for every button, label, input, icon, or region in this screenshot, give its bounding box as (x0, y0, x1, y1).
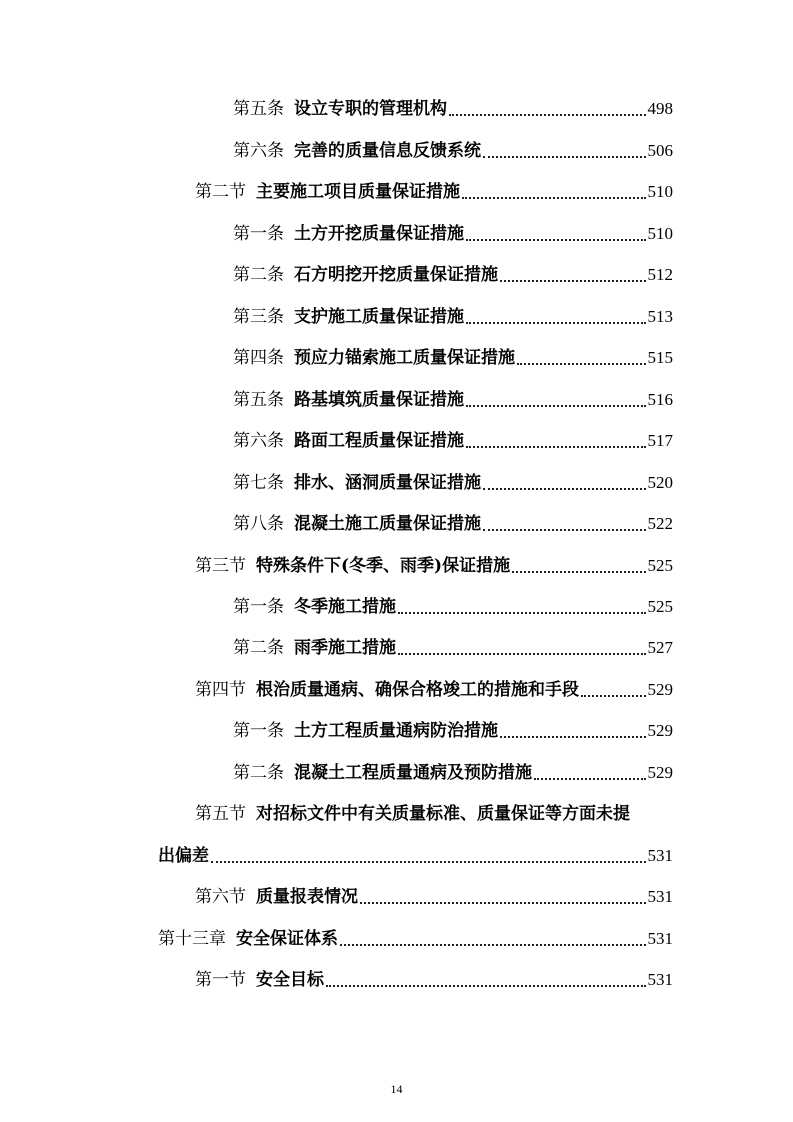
dot-leader (360, 900, 646, 904)
toc-entry-number: 第二条 (233, 763, 284, 782)
toc-entry-page: 498 (647, 99, 673, 118)
toc-entry-wrapped-line1[interactable] (195, 802, 673, 826)
toc-entry-page: 529 (647, 721, 673, 740)
toc-entry[interactable] (233, 139, 673, 163)
toc-entry[interactable] (233, 471, 673, 495)
toc-entry-title: 支护施工质量保证措施 (294, 307, 464, 327)
toc-entry-page: 520 (647, 473, 673, 492)
toc-entry-title: 根治质量通病、确保合格竣工的措施和手段 (256, 680, 579, 700)
toc-entry[interactable] (195, 968, 673, 992)
toc-entry-title: 混凝土施工质量保证措施 (294, 514, 481, 534)
toc-entry-number: 第六条 (233, 431, 284, 450)
toc-entry-title: 安全目标 (256, 970, 324, 990)
toc-entry[interactable] (233, 636, 673, 660)
toc-entry-number: 第一条 (233, 721, 284, 740)
dot-leader (340, 942, 646, 946)
toc-entry[interactable] (233, 512, 673, 536)
dot-leader (500, 278, 646, 282)
dot-leader (466, 237, 646, 241)
toc-entry-number: 第四条 (233, 348, 284, 367)
toc-entry[interactable] (195, 885, 673, 909)
dot-leader (483, 486, 646, 490)
dot-leader (534, 776, 646, 780)
dot-leader (326, 983, 646, 987)
toc-entry-title: 路基填筑质量保证措施 (294, 390, 464, 410)
toc-entry[interactable] (233, 305, 673, 329)
toc-entry-number: 第一条 (233, 224, 284, 243)
dot-leader (517, 361, 646, 365)
toc-entry-number: 第六节 (195, 887, 246, 906)
dot-leader (581, 693, 646, 697)
toc-entry[interactable] (233, 429, 673, 453)
toc-entry-title: 完善的质量信息反馈系统 (294, 141, 481, 161)
toc-entry-title: 混凝土工程质量通病及预防措施 (294, 763, 532, 783)
toc-entry-page: 529 (647, 763, 673, 782)
toc-entry-title: 设立专职的管理机构 (294, 99, 447, 119)
toc-entry-title: 安全保证体系 (236, 929, 338, 949)
toc-entry-number: 第六条 (233, 141, 284, 160)
dot-leader (512, 569, 645, 573)
toc-entry-number: 第一条 (233, 597, 284, 616)
toc-entry-number: 第七条 (233, 473, 284, 492)
page-number: 14 (390, 1082, 403, 1096)
toc-entry-title: 预应力锚索施工质量保证措施 (294, 348, 515, 368)
toc-entry-title: 冬季施工措施 (294, 597, 396, 617)
toc-entry-number: 第四节 (195, 680, 246, 699)
dot-leader (398, 651, 646, 655)
toc-entry[interactable] (158, 927, 673, 951)
toc-entry-page: 531 (647, 970, 673, 989)
dot-leader (211, 859, 646, 863)
toc-entry[interactable] (233, 346, 673, 370)
toc-entry-page: 512 (647, 265, 673, 284)
toc-entry-page: 527 (647, 638, 673, 657)
dot-leader (466, 320, 646, 324)
toc-entry-title: 土方开挖质量保证措施 (294, 224, 464, 244)
toc-entry[interactable] (233, 97, 673, 121)
toc-entry-title: 对招标文件中有关质量标准、质量保证等方面未提 (256, 804, 630, 824)
dot-leader (462, 195, 646, 199)
toc-entry-number: 第二条 (233, 265, 284, 284)
dot-leader (449, 112, 646, 116)
toc-entry-title: 主要施工项目质量保证措施 (256, 182, 460, 202)
toc-entry-number: 第五条 (233, 99, 284, 118)
toc-entry-number: 第三节 (195, 556, 246, 575)
toc-entry-title: 质量报表情况 (256, 887, 358, 907)
toc-entry-page: 516 (647, 390, 673, 409)
toc-entry[interactable] (233, 595, 673, 619)
toc-entry[interactable] (233, 761, 673, 785)
toc-entry-wrapped-line2[interactable] (158, 844, 673, 868)
toc-entry-number: 第二条 (233, 638, 284, 657)
toc-entry-number: 第五节 (195, 804, 246, 823)
dot-leader (483, 527, 646, 531)
toc-entry-number: 第十三章 (158, 929, 226, 948)
toc-entry-number: 第三条 (233, 307, 284, 326)
toc-entry[interactable] (233, 222, 673, 246)
toc-entry-title: 石方明挖开挖质量保证措施 (294, 265, 498, 285)
dot-leader (398, 610, 646, 614)
toc-entry[interactable] (233, 388, 673, 412)
toc-entry-page: 531 (647, 846, 673, 865)
toc-entry-title: 特殊条件下(冬季、雨季)保证措施 (256, 556, 511, 576)
toc-entry-number: 第八条 (233, 514, 284, 533)
toc-entry-number: 第一节 (195, 970, 246, 989)
toc-entry-page: 510 (647, 224, 673, 243)
toc-entry[interactable] (195, 678, 673, 702)
toc-entry[interactable] (195, 554, 673, 578)
toc-entry[interactable] (233, 719, 673, 743)
dot-leader (500, 734, 646, 738)
toc-entry-page: 517 (647, 431, 673, 450)
toc-entry-title: 土方工程质量通病防治措施 (294, 721, 498, 741)
toc-entry[interactable] (233, 263, 673, 287)
toc-entry-page: 513 (647, 307, 673, 326)
toc-entry-page: 515 (647, 348, 673, 367)
toc-entry-page: 531 (647, 887, 673, 906)
toc-entry-number: 第二节 (195, 182, 246, 201)
toc-entry-page: 525 (647, 556, 673, 575)
toc-entry[interactable] (195, 180, 673, 204)
toc-entry-page: 531 (647, 929, 673, 948)
toc-entry-title-continued: 出偏差 (158, 846, 209, 866)
toc-entry-title: 排水、涵洞质量保证措施 (294, 473, 481, 493)
toc-entry-page: 522 (647, 514, 673, 533)
toc-entry-page: 525 (647, 597, 673, 616)
dot-leader (466, 403, 646, 407)
toc-entry-page: 529 (647, 680, 673, 699)
toc-entry-title: 路面工程质量保证措施 (294, 431, 464, 451)
toc-entry-title: 雨季施工措施 (294, 638, 396, 658)
toc-entry-page: 510 (647, 182, 673, 201)
dot-leader (483, 154, 646, 158)
toc-entry-number: 第五条 (233, 390, 284, 409)
toc-entry-page: 506 (647, 141, 673, 160)
dot-leader (466, 444, 646, 448)
